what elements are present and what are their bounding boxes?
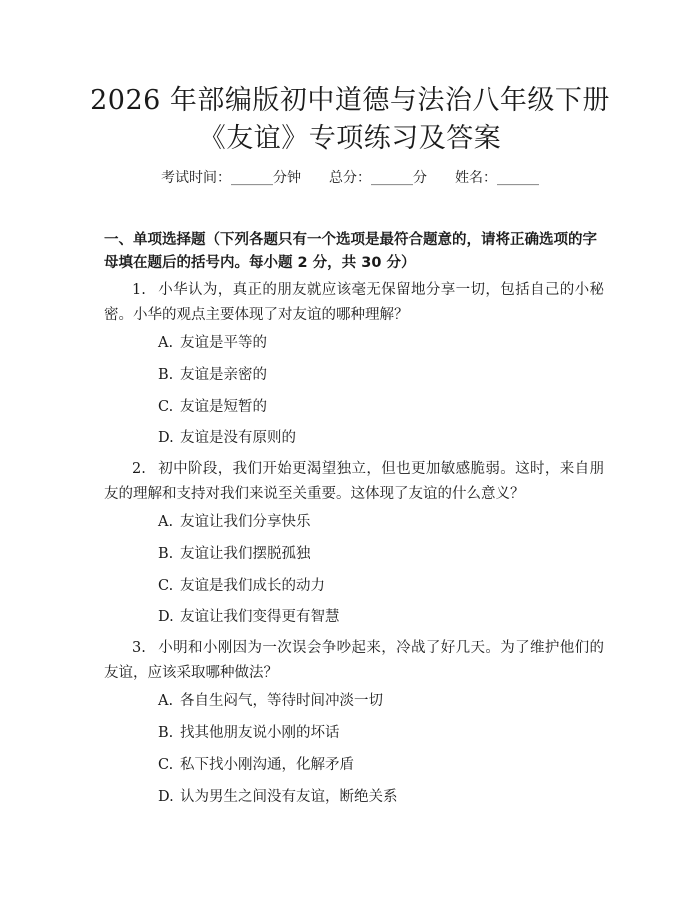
- question-2-option-a: [158, 512, 311, 532]
- question-3-option-a: [158, 691, 383, 711]
- question-2-option-d: [158, 607, 340, 627]
- option-text: 找其他朋友说小刚的坏话: [180, 725, 340, 741]
- question-2: [104, 457, 604, 507]
- student-name-field: 姓名：______: [455, 170, 539, 186]
- question-3: [104, 636, 604, 686]
- option-letter: A.: [158, 514, 174, 530]
- question-stem: 初中阶段，我们开始更渴望独立，但也更加敏感脆弱。这时，来自朋友的理解和支持对我们来说至关重要。这体现了友谊的什么意义？: [104, 461, 604, 502]
- option-text: 私下找小刚沟通，化解矛盾: [180, 757, 354, 773]
- question-stem: 小明和小刚因为一次误会争吵起来，冷战了好几天。为了维护他们的友谊，应该采取哪种做法？: [104, 640, 604, 681]
- question-stem: 小华认为，真正的朋友就应该毫无保留地分享一切，包括自己的小秘密。小华的观点主要体现了对友谊的哪种理解？: [104, 282, 604, 323]
- option-text: 认为男生之间没有友谊，断绝关系: [180, 789, 398, 805]
- question-number: 2.: [132, 461, 146, 477]
- question-number: 3.: [132, 640, 146, 656]
- option-text: 友谊是短暂的: [180, 399, 267, 415]
- question-2-option-c: [158, 576, 325, 596]
- option-text: 友谊是平等的: [180, 335, 267, 351]
- option-letter: A.: [158, 335, 174, 351]
- option-letter: B.: [158, 546, 174, 562]
- option-text: 友谊是亲密的: [180, 367, 267, 383]
- option-letter: B.: [158, 367, 174, 383]
- option-text: 友谊让我们变得更有智慧: [180, 609, 340, 625]
- question-3-option-c: [158, 755, 354, 775]
- option-text: 各自生闷气，等待时间冲淡一切: [180, 693, 383, 709]
- question-1-option-a: [158, 333, 267, 353]
- question-1: [104, 278, 604, 328]
- question-1-option-d: [158, 428, 296, 448]
- option-letter: C.: [158, 578, 174, 594]
- exam-time-field: 考试时间：______分钟: [161, 170, 301, 186]
- option-text: 友谊让我们分享快乐: [180, 514, 311, 530]
- section-heading-single-choice: 一、单项选择题（下列各题只有一个选项是最符合题意的，请将正确选项的字母填在题后的括号内。每小题 2 分，共 30 分）: [104, 232, 597, 271]
- document-title-line-2: 《友谊》专项练习及答案: [198, 123, 502, 154]
- question-2-option-b: [158, 544, 311, 564]
- question-1-option-c: [158, 397, 267, 417]
- option-letter: D.: [158, 430, 174, 446]
- option-text: 友谊让我们摆脱孤独: [180, 546, 311, 562]
- question-3-option-b: [158, 723, 340, 743]
- option-text: 友谊是没有原则的: [180, 430, 296, 446]
- option-letter: D.: [158, 609, 174, 625]
- total-score-field: 总分：______分: [329, 170, 427, 186]
- document-title-line-1: 2026 年部编版初中道德与法治八年级下册: [90, 85, 610, 116]
- option-letter: A.: [158, 693, 174, 709]
- exam-info-line: [0, 168, 700, 188]
- option-letter: D.: [158, 789, 174, 805]
- option-letter: C.: [158, 757, 174, 773]
- question-3-option-d: [158, 787, 398, 807]
- question-number: 1.: [132, 282, 146, 298]
- option-text: 友谊是我们成长的动力: [180, 578, 325, 594]
- question-1-option-b: [158, 365, 267, 385]
- option-letter: C.: [158, 399, 174, 415]
- option-letter: B.: [158, 725, 174, 741]
